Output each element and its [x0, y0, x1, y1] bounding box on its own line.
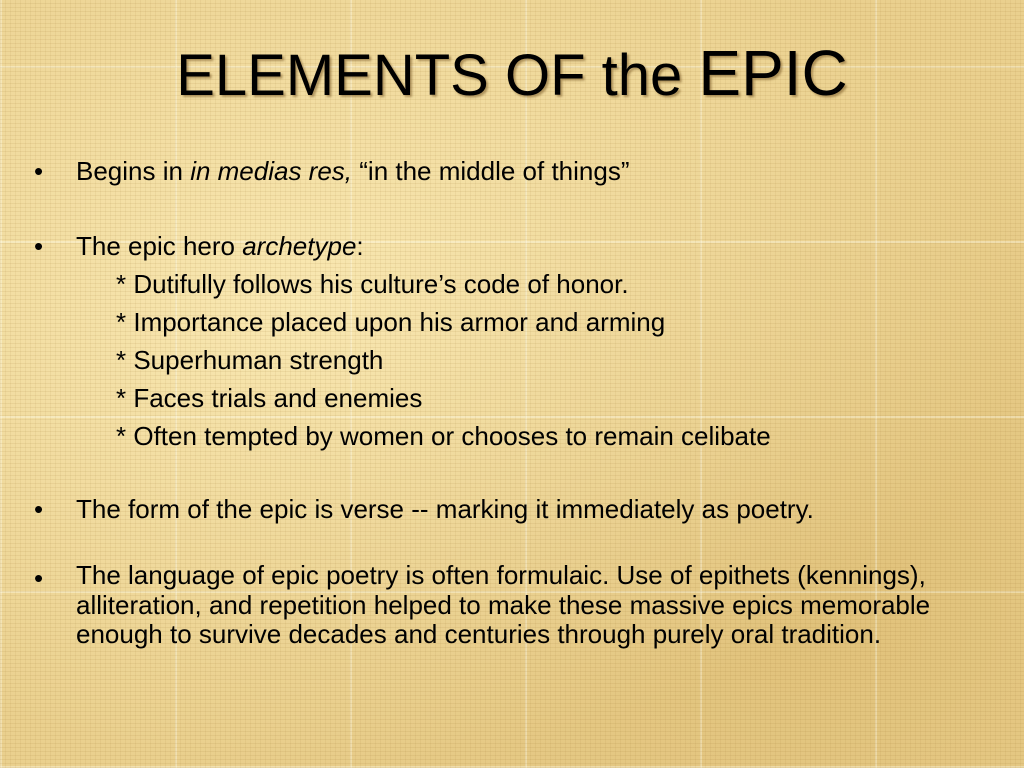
bullet-text-suffix: “in the middle of things”: [352, 156, 630, 186]
bullet-text-suffix: :: [356, 231, 364, 261]
slide-title: [0, 38, 1024, 111]
slide-content: [28, 152, 1008, 650]
bullet-text: The epic hero: [76, 231, 243, 261]
title-text: ELEMENTS OF the: [176, 43, 683, 108]
bullet-text: Begins in: [76, 156, 191, 186]
bullet-text: The language of epic poetry is often formulaic. Use of epithets (kennings), alliteration, and repetition helped to make these massive epics memorable enough to survive decades and centuries through purely oral tradition.: [76, 560, 931, 649]
bullet-in-medias-res: [28, 152, 1008, 190]
hero-trait: * Importance placed upon his armor and arming: [116, 307, 666, 337]
bullet-italic-term: archetype: [242, 231, 357, 261]
bullet-marker: •: [34, 231, 44, 261]
bullet-marker: •: [34, 156, 44, 186]
bullet-marker: •: [34, 494, 44, 524]
bullet-formulaic-language: [28, 559, 1008, 650]
hero-trait: * Faces trials and enemies: [116, 383, 423, 413]
hero-trait: * Dutifully follows his culture’s code of honor.: [116, 269, 629, 299]
title-epic: EPIC: [698, 37, 848, 109]
bullet-verse-form: [28, 490, 1008, 528]
bullet-italic-term: in medias res,: [190, 156, 353, 186]
bullet-marker: •: [34, 563, 44, 593]
bullet-epic-hero: [28, 227, 1008, 455]
hero-trait: * Often tempted by women or chooses to remain celibate: [116, 421, 771, 451]
bullet-text: The form of the epic is verse -- marking it immediately as poetry.: [76, 494, 814, 524]
hero-trait: * Superhuman strength: [116, 345, 384, 375]
